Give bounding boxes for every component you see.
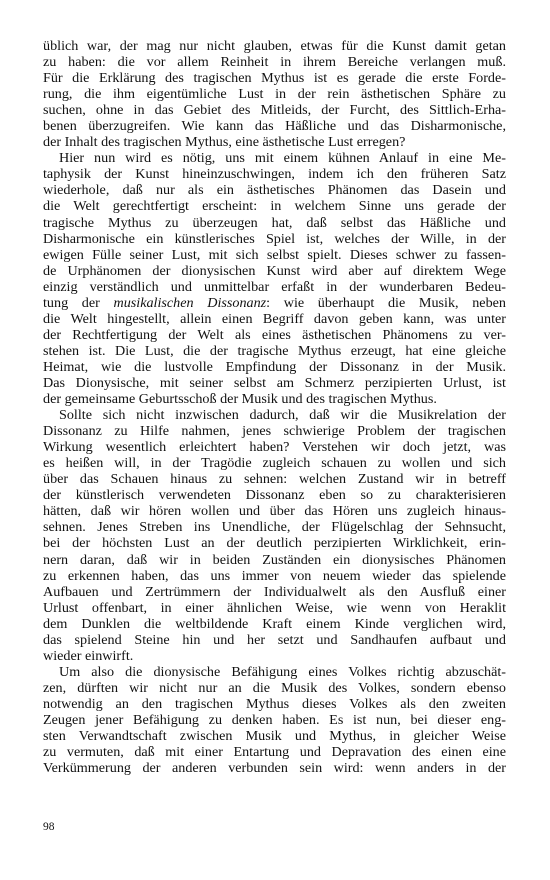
text-line: das spielend Steine hin und her setzt und Sandhaufen aufbaut und xyxy=(43,631,506,648)
text-line: der Inhalt des tragischen Mythus, eine ästhetische Lust erregen? xyxy=(43,134,406,151)
text-line: Für die Erklärung des tragischen Mythus ist es gerade die erste Forde- xyxy=(43,70,506,87)
text-line: wieder einwirft. xyxy=(43,647,134,664)
text-line: zu erkennen haben, das uns immer von neuem wieder das spielende xyxy=(43,567,506,584)
text-line: stehen ist. Die Lust, die der tragische Mythus erzeugt, hat eine gleiche xyxy=(43,342,506,359)
text-line: suchen, ohne in das Gebiet des Mitleids, der Furcht, des Sittlich-Erha- xyxy=(43,102,506,119)
text-segment: tung der xyxy=(43,294,114,311)
text-line: es heißen will, in der Tragödie zugleich schauen zu wollen und sich xyxy=(43,455,506,472)
text-line: die Welt hingestellt, allein einen Begriff davon geben kann, was unter xyxy=(43,310,506,327)
text-line: hätten, daß wir hören wollen und über das Hören uns zugleich hinaus- xyxy=(43,503,506,520)
text-line: wiederhole, daß nur als ein ästhetisches Phänomen das Dasein und xyxy=(43,182,506,199)
text-line: ewigen Fülle seiner Lust, mit sich selbst spielt. Dieses schwer zu fassen- xyxy=(43,246,506,263)
text-line: der künstlerisch verwendeten Dissonanz eben so zu charakterisieren xyxy=(43,487,506,504)
text-line xyxy=(43,295,506,311)
text-line: rung, die ihm eigentümliche Lust in der rein ästhetischen Sphäre zu xyxy=(43,86,506,103)
text-line: taphysik der Kunst hineinzuschwingen, indem ich den früheren Satz xyxy=(43,166,506,183)
page-number: 98 xyxy=(43,821,55,833)
text-segment: : wie überhaupt die Musik, neben xyxy=(266,294,506,311)
text-line: zu vermuten, daß mit einer Entartung und Depravation des einen eine xyxy=(43,744,506,761)
text-line: Dissonanz zu Hilfe nahmen, jenes schwierige Problem der tragischen xyxy=(43,423,506,440)
text-line: über das Schauen hinaus zu sehnen: welchen Zustand wir in betreff xyxy=(43,471,506,488)
text-line: Heimat, wie die lustvolle Empfindung der Dissonanz in der Musik. xyxy=(43,358,506,375)
text-line: der gemeinsame Geburtsschoß der Musik und des tragischen Mythus. xyxy=(43,391,437,408)
text-line: üblich war, der mag nur nicht glauben, etwas für die Kunst damit getan xyxy=(43,38,506,54)
text-line: sten Verwandtschaft zwischen Musik und Mythus, in gleicher Weise xyxy=(43,728,506,745)
text-line: Wirkung wesentlich erleichtert haben? Verstehen wir doch jetzt, was xyxy=(43,439,506,456)
text-line: benen überzugreifen. Wie kann das Häßliche und das Disharmonische, xyxy=(43,118,506,135)
text-line: dem Dunklen die weltbildende Kraft einem Kinde verglichen wird, xyxy=(43,615,506,632)
text-line: zu haben: die vor allem Reinheit in ihrem Bereiche verlangen muß. xyxy=(43,54,506,71)
text-line: Aufbauen und Zertrümmern der Individualwelt als den Ausfluß einer xyxy=(43,583,506,600)
text-line: Disharmonische ein künstlerisches Spiel ist, welches der Wille, in der xyxy=(43,230,506,247)
text-line: der Rechtfertigung der Welt als eines ästhetischen Phänomens zu ver- xyxy=(43,326,506,343)
text-line: Urlust offenbart, in einer ähnlichen Weise, wie wenn von Heraklit xyxy=(43,599,506,616)
text-line: de Urphänomen der dionysischen Kunst wird aber auf direktem Wege xyxy=(43,262,506,279)
text-line: Um also die dionysische Befähigung eines Volkes richtig abzuschät- xyxy=(59,663,506,680)
text-line: notwendig an den tragischen Mythus dieses Volkes als den zweiten xyxy=(43,695,506,712)
text-line: Sollte sich nicht inzwischen dadurch, daß wir die Musikrelation der xyxy=(59,407,506,424)
text-line: Hier nun wird es nötig, uns mit einem kühnen Anlauf in eine Me- xyxy=(59,150,506,167)
text-line: sehnen. Jenes Streben ins Unendliche, der Flügelschlag der Sehnsucht, xyxy=(43,519,506,536)
text-line: tragische Mythus zu überzeugen hat, daß selbst das Häßliche und xyxy=(43,214,506,231)
italic-term: musikalischen Dissonanz xyxy=(113,294,267,311)
body-text xyxy=(43,38,506,776)
text-line: Das Dionysische, mit seiner selbst am Schmerz perzipierten Urlust, ist xyxy=(43,374,506,391)
text-line: nern daran, daß wir in beiden Zuständen ein dionysisches Phänomen xyxy=(43,551,506,568)
text-line: einzig verständlich und unmittelbar erfaßt in der wunderbaren Bedeu- xyxy=(43,278,506,295)
text-line: bei der höchsten Lust an der deutlich perzipierten Wirklichkeit, erin- xyxy=(43,535,506,552)
text-line: Zeugen jener Befähigung zu denken haben. Es ist nun, bei dieser eng- xyxy=(43,711,506,728)
text-line: Verkümmerung der anderen verbunden sein wird: wenn anders in der xyxy=(43,760,506,777)
text-line: zen, dürften wir nicht nur an die Musik des Volkes, sondern ebenso xyxy=(43,679,506,696)
text-line: die Welt gerechtfertigt erscheint: in welchem Sinne uns gerade der xyxy=(43,198,506,215)
